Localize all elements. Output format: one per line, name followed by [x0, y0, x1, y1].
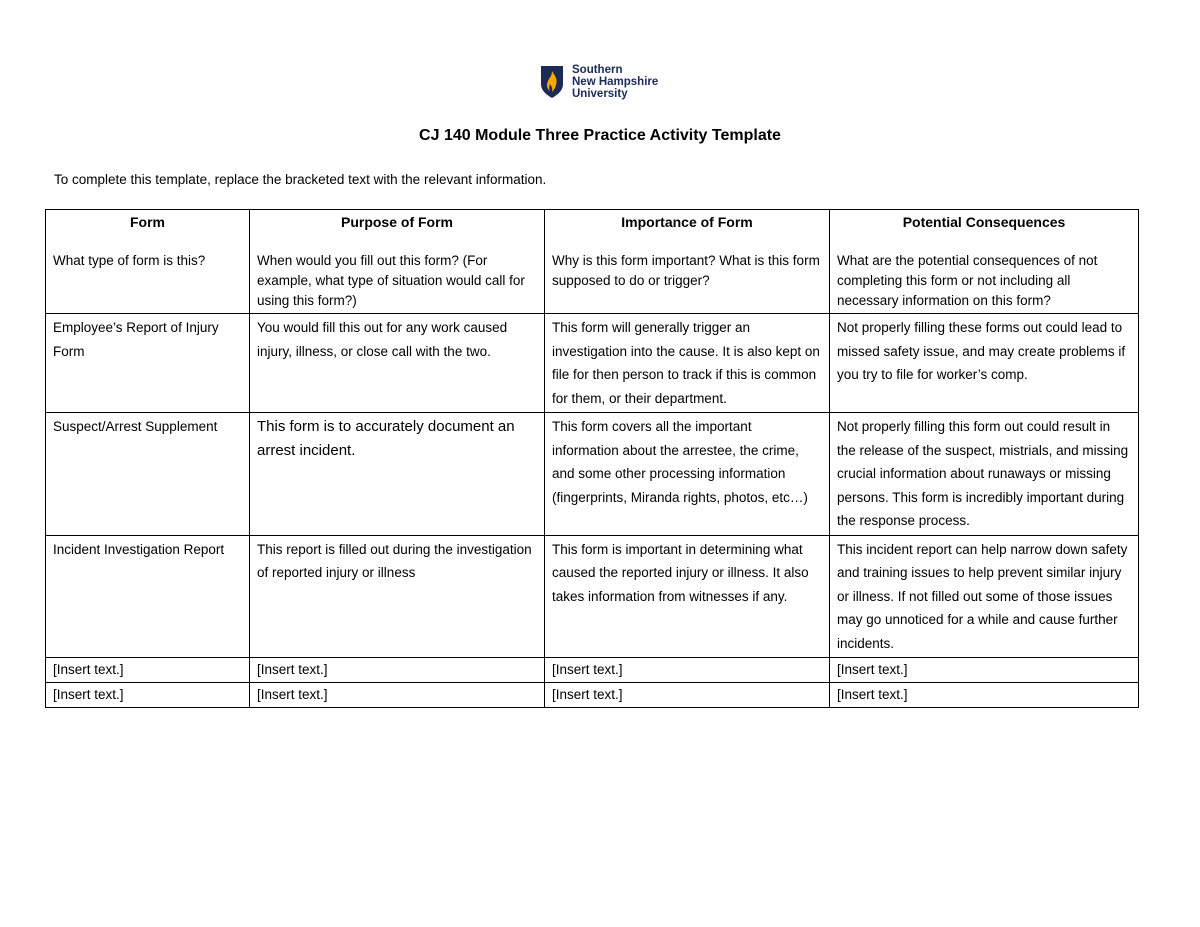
cell-form[interactable]: Employee’s Report of Injury Form: [46, 314, 250, 413]
logo-line-1: Southern: [572, 64, 623, 76]
placeholder-row: [46, 683, 1139, 708]
header-question: Why is this form important? What is this form supposed to do or trigger?: [552, 253, 820, 288]
placeholder-cell[interactable]: [Insert text.]: [46, 658, 250, 683]
cell-importance[interactable]: This form covers all the important information about the arrestee, the crime, and some other processing information (fingerprints, Miranda rights, photos, etc…): [545, 413, 830, 536]
header-title: Purpose of Form: [340, 214, 453, 230]
header-question: What type of form is this?: [53, 253, 206, 268]
cell-form[interactable]: Incident Investigation Report: [46, 535, 250, 658]
header-purpose: [250, 210, 545, 314]
table-row: [46, 314, 1139, 413]
instructions-text: To complete this template, replace the bracketed text with the relevant information.: [54, 172, 547, 187]
header-title: Potential Consequences: [902, 214, 1066, 230]
logo-wordmark: [572, 64, 658, 100]
table-row: [46, 535, 1139, 658]
cell-purpose[interactable]: You would fill this out for any work caused injury, illness, or close call with the two.: [250, 314, 545, 413]
header-importance: [545, 210, 830, 314]
document-title: CJ 140 Module Three Practice Activity Template: [419, 127, 781, 144]
cell-importance[interactable]: This form will generally trigger an investigation into the cause. It is also kept on file for then person to track if this is common for them, or their department.: [545, 314, 830, 413]
placeholder-cell[interactable]: [Insert text.]: [250, 683, 545, 708]
header-form: [46, 210, 250, 314]
logo-line-2: New Hampshire: [572, 76, 659, 88]
placeholder-cell[interactable]: [Insert text.]: [250, 658, 545, 683]
placeholder-cell[interactable]: [Insert text.]: [830, 683, 1139, 708]
header-title: Form: [130, 214, 165, 230]
placeholder-cell[interactable]: [Insert text.]: [830, 658, 1139, 683]
table-header-row: [46, 210, 1139, 314]
placeholder-cell[interactable]: [Insert text.]: [46, 683, 250, 708]
header-title: Importance of Form: [621, 214, 753, 230]
cell-purpose[interactable]: This form is to accurately document an arrest incident.: [250, 413, 545, 536]
header-question: When would you fill out this form? (For example, what type of situation would call for using this form?): [257, 253, 525, 308]
forms-table: [45, 209, 1139, 708]
cell-consequences[interactable]: This incident report can help narrow down safety and training issues to help prevent similar injury or illness. If not filled out some of those issues may go unnoticed for a while and cause further incidents.: [830, 535, 1139, 658]
placeholder-cell[interactable]: [Insert text.]: [545, 658, 830, 683]
university-logo: [540, 64, 658, 100]
cell-purpose[interactable]: This report is filled out during the investigation of reported injury or illness: [250, 535, 545, 658]
table-row: [46, 413, 1139, 536]
header-question: What are the potential consequences of not completing this form or not including all necessary information on this form?: [837, 253, 1098, 308]
cell-form[interactable]: Suspect/Arrest Supplement: [46, 413, 250, 536]
cell-importance[interactable]: This form is important in determining what caused the reported injury or illness. It also takes information from witnesses if any.: [545, 535, 830, 658]
cell-consequences[interactable]: Not properly filling these forms out could lead to missed safety issue, and may create problems if you try to file for worker’s comp.: [830, 314, 1139, 413]
logo-line-3: University: [572, 88, 628, 100]
shield-flame-icon: [540, 65, 564, 99]
placeholder-cell[interactable]: [Insert text.]: [545, 683, 830, 708]
header-consequences: [830, 210, 1139, 314]
placeholder-row: [46, 658, 1139, 683]
cell-consequences[interactable]: Not properly filling this form out could result in the release of the suspect, mistrials, and missing crucial information about runaways or missing persons. This form is incredibly important during the response process.: [830, 413, 1139, 536]
